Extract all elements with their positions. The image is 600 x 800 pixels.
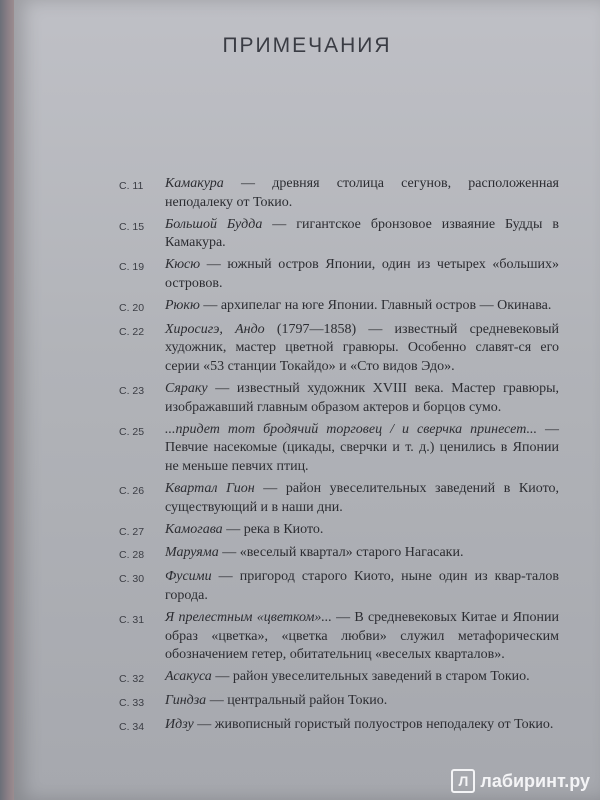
note-item <box>119 297 559 318</box>
note-page-ref: С. 26 <box>119 484 145 497</box>
note-page-ref: С. 27 <box>119 525 145 538</box>
note-term: Сяраку <box>165 380 208 396</box>
note-term: Маруяма <box>165 545 219 561</box>
note-text: — «веселый квартал» старого Нагасаки. <box>218 545 464 561</box>
note-item <box>119 216 559 254</box>
note-text: — живописный гористый полуостров неподалеку от Токио. <box>193 716 554 732</box>
book-spine-edge <box>0 0 14 800</box>
note-page-ref: С. 19 <box>119 261 145 274</box>
note-term: Асакуса <box>165 669 212 685</box>
note-term: Кюсю <box>165 257 201 273</box>
note-page-ref: С. 31 <box>119 613 145 626</box>
note-item <box>119 609 559 665</box>
note-item <box>119 521 559 542</box>
note-page-ref: С. 11 <box>119 180 144 192</box>
note-text: — В средневековых Китае и Японии образ «цветка», «цветка любви» служил метафорическим обозначением гетер, обитательниц «веселых кварталов». <box>165 609 559 663</box>
note-page-ref: С. 28 <box>119 549 145 562</box>
note-term: Идзу <box>165 716 194 732</box>
labirint-logo-icon: Л <box>451 769 475 793</box>
note-page-ref: С. 25 <box>119 425 145 438</box>
note-term: Хиросигэ, Андо <box>165 321 265 337</box>
note-item <box>119 321 559 377</box>
note-page-ref: С. 34 <box>119 720 145 733</box>
note-page-ref: С. 32 <box>119 673 145 686</box>
note-text: — район увеселительных заведений в старом Токио. <box>211 669 530 685</box>
note-item <box>119 421 559 477</box>
note-page-ref: С. 20 <box>119 301 145 314</box>
note-term: Я прелестным «цветком»... <box>165 609 332 625</box>
note-term: Рюкю <box>165 297 200 313</box>
note-text: — район увеселительных заведений в Киото, существующий и в наши дни. <box>165 480 560 515</box>
note-item <box>119 692 559 713</box>
note-page-ref: С. 33 <box>119 696 145 709</box>
note-page-ref: С. 22 <box>119 325 145 338</box>
note-term: Камакура <box>165 176 224 191</box>
note-item <box>119 380 559 418</box>
labirint-watermark <box>451 768 590 794</box>
note-item <box>119 175 559 213</box>
note-item <box>119 568 559 606</box>
note-text: — центральный район Токио. <box>206 692 388 708</box>
note-term: ...придет тот бродячий торговец / и сверчка принесет... <box>165 421 537 437</box>
note-text: — известный художник XVIII века. Мастер гравюры, изображавший главным образом актеров и борцов сумо. <box>165 380 559 415</box>
note-item <box>119 480 559 518</box>
note-page-ref: С. 23 <box>119 384 145 397</box>
note-term: Камогава <box>165 521 223 537</box>
notes-list <box>119 175 559 740</box>
note-term: Фусими <box>165 569 212 585</box>
note-page-ref: С. 30 <box>119 573 145 586</box>
note-text: — южный остров Японии, один из четырех «больших» островов. <box>165 257 559 291</box>
note-item <box>119 716 559 737</box>
note-term: Большой Будда <box>165 216 263 232</box>
note-page-ref: С. 15 <box>119 220 145 233</box>
note-text: — пригород старого Киото, ныне один из квар-талов города. <box>165 569 559 603</box>
note-text: — Певчие насекомые (цикады, сверчки и т. д.) ценились в Японии не меньше певчих птиц. <box>165 421 559 475</box>
note-text: — архипелаг на юге Японии. Главный остров — Окинава. <box>199 297 552 313</box>
note-item <box>119 544 559 565</box>
page-title: ПРИМЕЧАНИЯ <box>222 34 392 57</box>
note-text: — гигантское бронзовое изваяние Будды в Камакура. <box>165 216 559 251</box>
book-page <box>14 0 600 800</box>
note-item <box>119 668 559 689</box>
note-text: (1797—1858) — известный средневековый художник, мастер цветной гравюры. Особенно славят-ся его серии «53 станции Токайдо» и «Сто видов Эдо». <box>165 321 559 375</box>
note-text: — древняя столица сегунов, расположенная неподалеку от Токио. <box>165 176 559 210</box>
note-text: — река в Киото. <box>222 521 324 537</box>
note-item <box>119 256 559 294</box>
watermark-text: лабиринт.ру <box>480 770 590 791</box>
note-term: Гиндза <box>165 692 207 708</box>
note-term: Квартал Гион <box>165 480 255 496</box>
